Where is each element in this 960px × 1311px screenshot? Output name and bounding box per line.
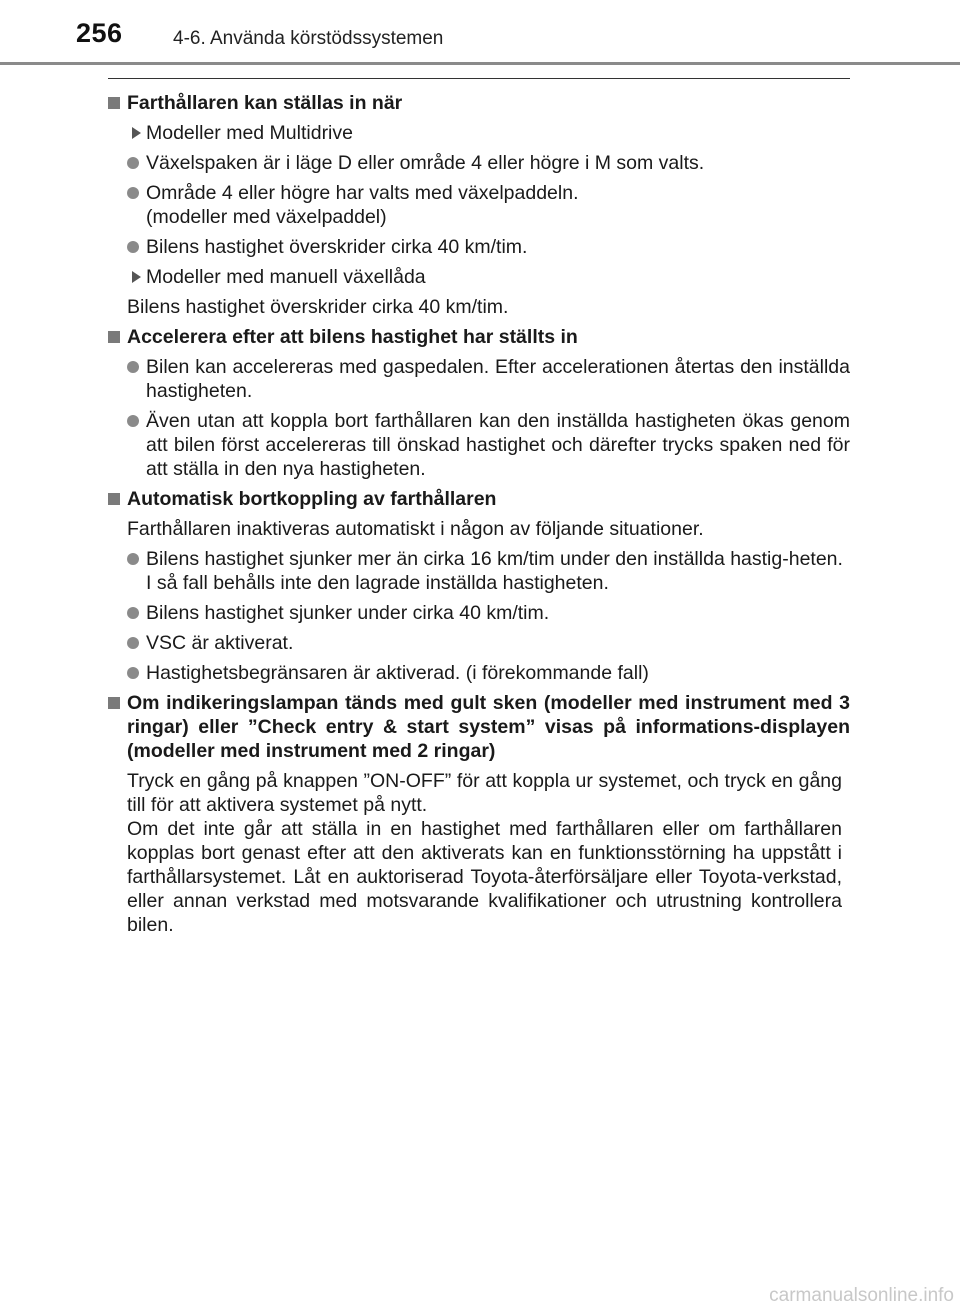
header-rule (0, 62, 960, 65)
list-item-text: Även utan att koppla bort farthållaren kan den inställda hastigheten ökas genom att bilen först accelereras till önskad hastighet och därefter trycks spaken ned för att ställa in den nya hastigheten. (146, 410, 850, 480)
list-item-text: Bilen kan accelereras med gaspedalen. Efter accelerationen återtas den inställda hastigheten. (146, 356, 850, 402)
list-item (108, 547, 850, 595)
list-item-text: Bilens hastighet sjunker under cirka 40 km/tim. (146, 602, 550, 624)
section-heading (108, 487, 850, 511)
model-label (108, 121, 850, 145)
triangle-marker-icon (132, 271, 141, 283)
list-item (108, 409, 850, 481)
circle-bullet-icon (127, 637, 139, 649)
heading-text: Accelerera efter att bilens hastighet har ställts in (127, 326, 578, 348)
list-item (108, 631, 850, 655)
list-item-note: (modeller med växelpaddel) (146, 206, 387, 228)
section-heading (108, 91, 850, 115)
section-heading (108, 691, 850, 763)
heading-text: Farthållaren kan ställas in när (127, 92, 403, 114)
list-item (108, 601, 850, 625)
square-bullet-icon (108, 493, 120, 505)
model-label (108, 265, 850, 289)
heading-text: Om indikeringslampan tänds med gult sken (modeller med instrument med 3 ringar) eller ”Check entry & start system” visas på informations-displayen (modeller med instrument med 2 ringar) (127, 692, 850, 762)
page-content (108, 78, 850, 937)
square-bullet-icon (108, 331, 120, 343)
paragraph: Om det inte går att ställa in en hastighet med farthållaren eller om farthållaren kopplas bort genast efter att den aktiverats kan en funktionsstörning ha uppstått i farthållarsystemet. Låt en auktoriserad Toyota-återförsäljare eller Toyota-verkstad, eller annan verkstad med motsvarande kvalifikationer och utrustning kontrollera bilen. (127, 818, 842, 936)
list-item-text: Bilens hastighet sjunker mer än cirka 16 km/tim under den inställda hastig-heten. (146, 548, 843, 570)
circle-bullet-icon (127, 187, 139, 199)
list-item (108, 181, 850, 229)
square-bullet-icon (108, 97, 120, 109)
heading-text: Automatisk bortkoppling av farthållaren (127, 488, 497, 510)
paragraph: Bilens hastighet överskrider cirka 40 km/tim. (127, 296, 509, 318)
chapter-title: 4-6. Använda körstödssystemen (173, 28, 444, 49)
list-item-text: Hastighetsbegränsaren är aktiverad. (i förekommande fall) (146, 662, 649, 684)
list-item (108, 235, 850, 259)
page-number: 256 (76, 18, 123, 48)
section-heading (108, 325, 850, 349)
list-item (108, 151, 850, 175)
watermark: carmanualsonline.info (769, 1285, 954, 1306)
triangle-marker-icon (132, 127, 141, 139)
circle-bullet-icon (127, 157, 139, 169)
model-text: Modeller med manuell växellåda (146, 266, 426, 288)
circle-bullet-icon (127, 241, 139, 253)
section-automatic-cancel (108, 487, 850, 685)
list-item (108, 355, 850, 403)
section-accelerate (108, 325, 850, 481)
list-item-text: VSC är aktiverat. (146, 632, 294, 654)
circle-bullet-icon (127, 607, 139, 619)
circle-bullet-icon (127, 361, 139, 373)
model-text: Modeller med Multidrive (146, 122, 353, 144)
section-activation-conditions (108, 91, 850, 319)
section-indicator-warning (108, 691, 850, 937)
list-item (108, 661, 850, 685)
list-item-text: Område 4 eller högre har valts med växelpaddeln. (146, 182, 579, 204)
paragraph: Farthållaren inaktiveras automatiskt i någon av följande situationer. (127, 518, 704, 540)
circle-bullet-icon (127, 415, 139, 427)
paragraph: Tryck en gång på knappen ”ON-OFF” för att koppla ur systemet, och tryck en gång till för att aktivera systemet på nytt. (127, 770, 842, 816)
list-item-text: Bilens hastighet överskrider cirka 40 km/tim. (146, 236, 528, 258)
list-item-text: Växelspaken är i läge D eller område 4 eller högre i M som valts. (146, 152, 705, 174)
page-header (0, 0, 960, 64)
list-item-note: I så fall behålls inte den lagrade inställda hastigheten. (146, 572, 609, 594)
square-bullet-icon (108, 697, 120, 709)
circle-bullet-icon (127, 553, 139, 565)
circle-bullet-icon (127, 667, 139, 679)
